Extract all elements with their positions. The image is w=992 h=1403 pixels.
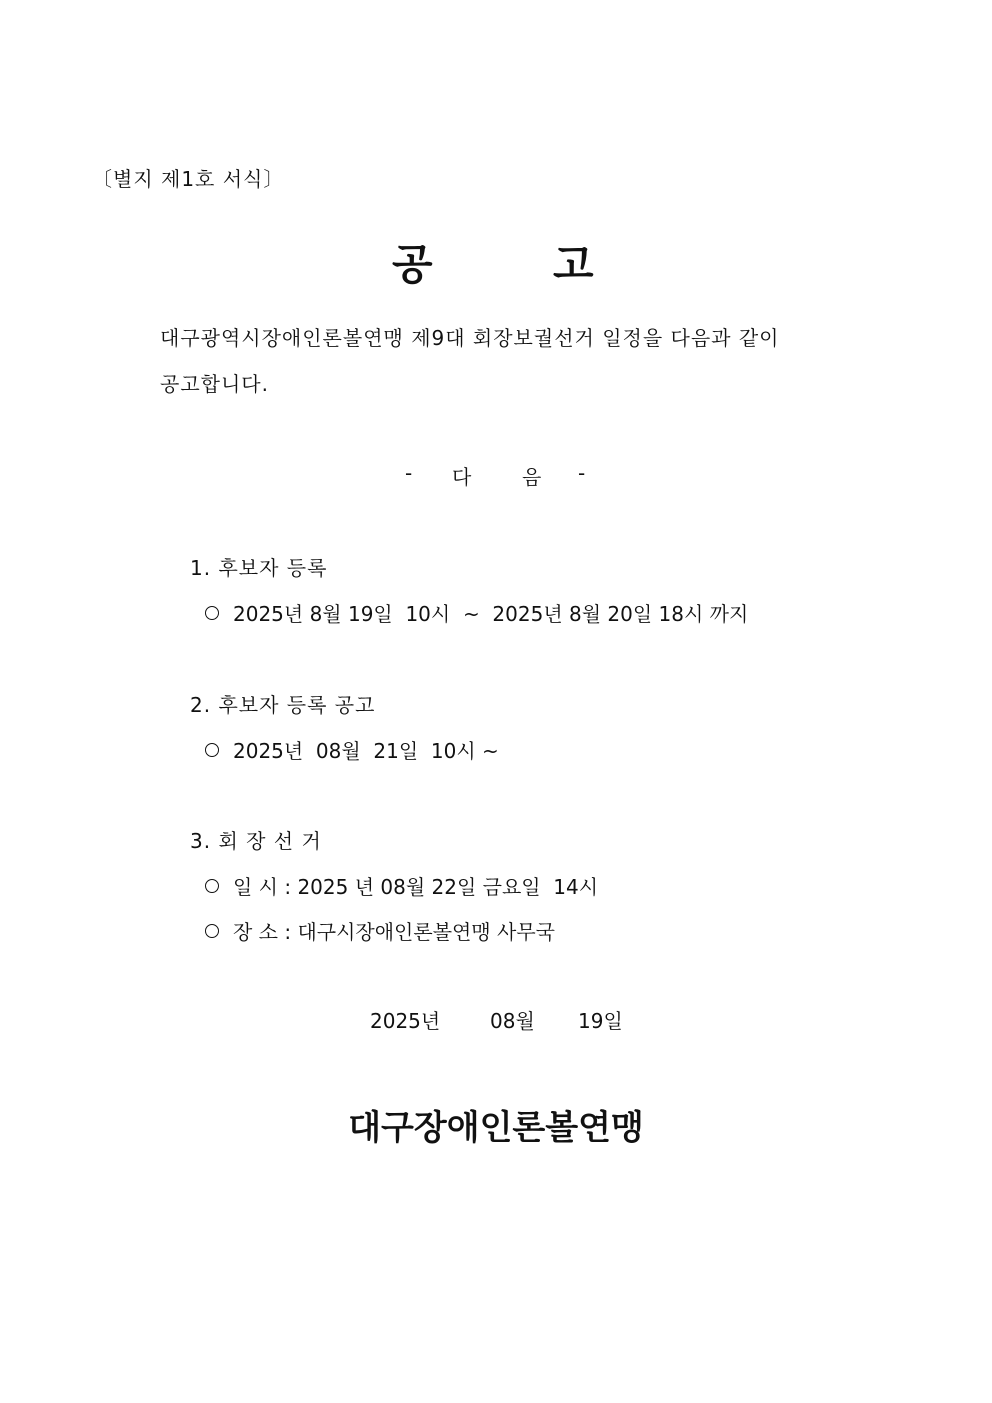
date-year: 2025년: [370, 1009, 441, 1033]
subtitle-word-2: 음: [522, 465, 542, 489]
section-1-title: 1. 후보자 등록: [190, 556, 328, 580]
bullet-text: 장 소 : 대구시장애인론볼연맹 사무국: [233, 920, 555, 944]
section-3-bullet-1: [205, 871, 598, 900]
title-char-1: 공: [392, 240, 433, 289]
bullet-text: 2025년 08월 21일 10시 ~: [233, 739, 499, 763]
subtitle-dash-left: -: [405, 461, 413, 485]
organization-name: 대구장애인론볼연맹: [348, 1108, 644, 1148]
subtitle-dash-right: -: [578, 461, 586, 485]
circle-bullet-icon: [205, 879, 219, 893]
form-label: 〔별지 제1호 서식〕: [92, 167, 285, 191]
circle-bullet-icon: [205, 606, 219, 620]
section-2-bullet-1: [205, 735, 499, 764]
section-1-bullet-1: [205, 598, 748, 627]
subtitle-word-1: 다: [452, 465, 472, 489]
intro-line-2: 공고합니다.: [160, 372, 269, 396]
section-3-bullet-2: [205, 916, 555, 945]
date-day: 19일: [578, 1009, 623, 1033]
bullet-text: 2025년 8월 19일 10시 ~ 2025년 8월 20일 18시 까지: [233, 602, 749, 626]
section-2-title: 2. 후보자 등록 공고: [190, 693, 376, 717]
section-3-title: 3. 회 장 선 거: [190, 829, 322, 853]
date-month: 08월: [490, 1009, 535, 1033]
circle-bullet-icon: [205, 743, 219, 757]
bullet-text: 일 시 : 2025 년 08월 22일 금요일 14시: [233, 875, 599, 899]
circle-bullet-icon: [205, 924, 219, 938]
intro-line-1: 대구광역시장애인론볼연맹 제9대 회장보궐선거 일정을 다음과 같이: [160, 326, 780, 350]
title-char-2: 고: [553, 240, 594, 289]
